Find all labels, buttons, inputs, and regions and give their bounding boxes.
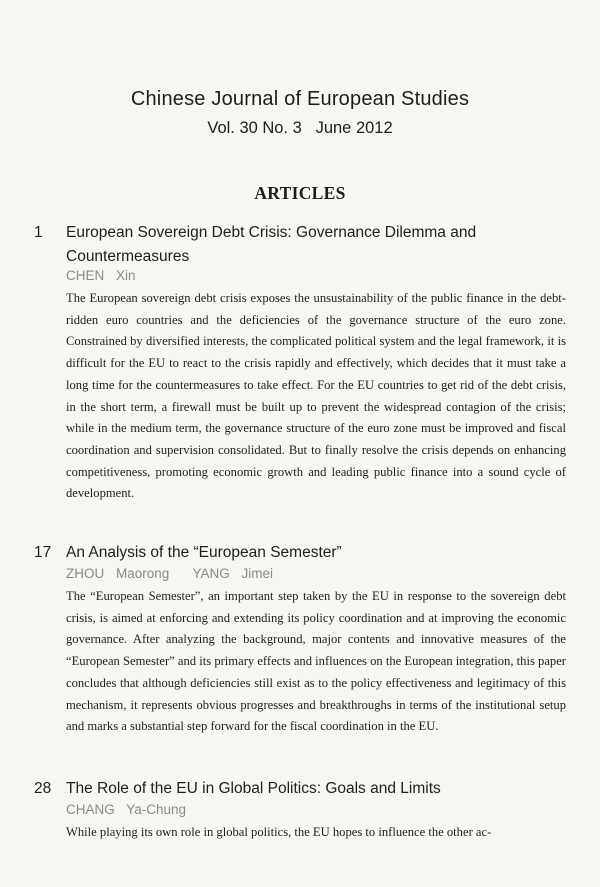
journal-title: Chinese Journal of European Studies — [130, 88, 470, 110]
article-abstract: The European sovereign debt crisis exposes the unsustainability of the public finance in the debt-ridden euro countries and the deficiencies of the governance structure of the euro zone. Constrained by diversified interests, the complicated political system and the legal framework, it is difficult for the EU to react to the crisis rapidly and effectively, which decides that it must take a long time for the countermeasures to take effect. For the EU countries to get rid of the debt crisis, in the short term, a firewall must be built up to prevent the widespread contagion of the crisis; while in the medium term, the governance structure of the euro zone must be improved and fiscal coordination and supervision consolidated. But to finally resolve the crisis depends on enhancing competitiveness, promoting economic growth and leading public finance into a sound cycle of development. — [66, 291, 566, 501]
article-abstract: While playing its own role in global politics, the EU hopes to influence the other ac- — [66, 825, 492, 839]
article-authors: ZHOU Maorong YANG Jimei — [66, 566, 274, 581]
article-title: The Role of the EU in Global Politics: Goals and Limits — [66, 780, 441, 797]
article-authors: CHEN Xin — [66, 268, 136, 283]
article-page-number: 1 — [34, 224, 43, 241]
article-page-number: 28 — [34, 780, 52, 797]
article-title: An Analysis of the “European Semester” — [66, 544, 342, 561]
issue-info: Vol. 30 No. 3 June 2012 — [207, 119, 393, 137]
article-page-number: 17 — [34, 544, 52, 561]
article-abstract: The “European Semester”, an important step taken by the EU in response to the sovereign debt crisis, is aimed at enforcing and extending its policy coordination and at improving the economic governance. After analyzing the background, major contents and innovative measures of the “European Semester” and its primary effects and influences on the European integration, this paper concludes that although deficiencies still exist as to the policy effectiveness and legitimacy of this mechanism, it represents obvious progresses and breakthroughs in terms of the institutional setup and marks a substantial step forward for the fiscal coordination in the EU. — [66, 589, 566, 734]
article-authors: CHANG Ya-Chung — [66, 802, 187, 817]
section-heading: ARTICLES — [254, 183, 346, 203]
article-title: European Sovereign Debt Crisis: Governance Dilemma and Countermeasures — [66, 224, 477, 265]
